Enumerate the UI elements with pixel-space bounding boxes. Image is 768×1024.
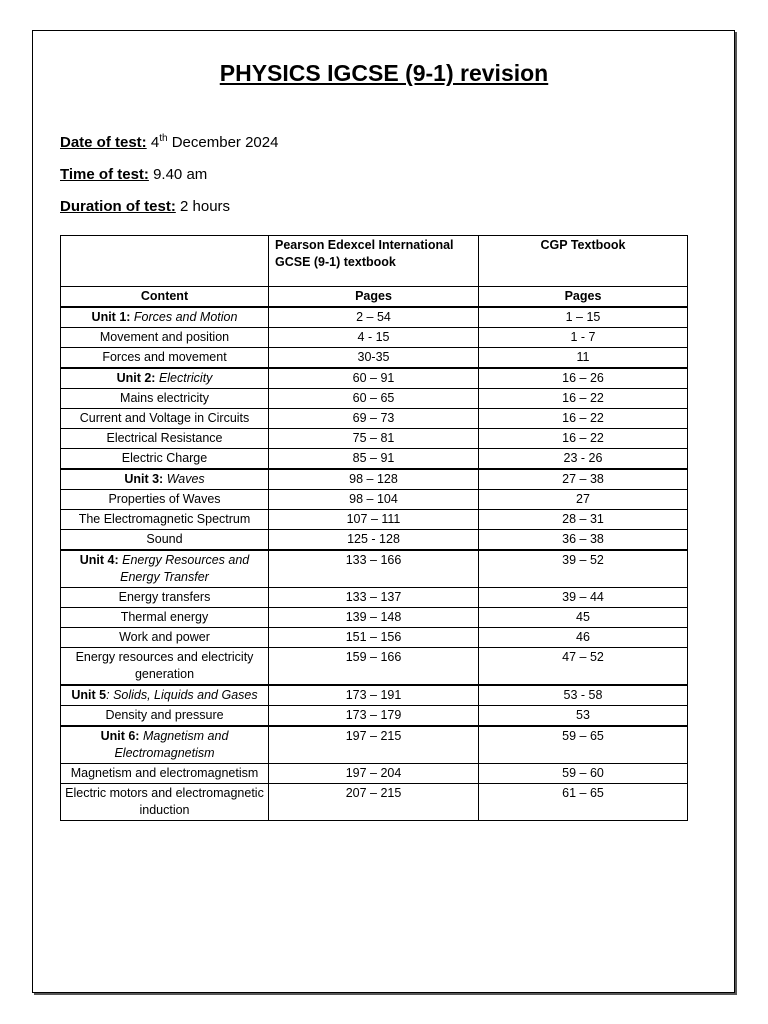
table-row bbox=[61, 648, 688, 686]
cgp-pages-cell: 23 - 26 bbox=[479, 449, 688, 470]
cgp-pages-cell: 53 bbox=[479, 706, 688, 727]
content-cell: Electric Charge bbox=[61, 449, 269, 470]
edexcel-pages-cell: 173 – 179 bbox=[269, 706, 479, 727]
subheader-edexcel-pages: Pages bbox=[269, 287, 479, 308]
date-line bbox=[60, 133, 278, 151]
cgp-pages-cell: 16 – 22 bbox=[479, 389, 688, 409]
cgp-pages-cell: 53 - 58 bbox=[479, 685, 688, 706]
content-cell: Electrical Resistance bbox=[61, 429, 269, 449]
edexcel-pages-cell: 197 – 204 bbox=[269, 764, 479, 784]
edexcel-pages-cell: 133 – 137 bbox=[269, 588, 479, 608]
unit-label: Unit 6: bbox=[100, 729, 140, 743]
edexcel-pages-cell: 151 – 156 bbox=[269, 628, 479, 648]
table-row bbox=[61, 328, 688, 348]
duration-line bbox=[60, 198, 230, 215]
date-rest: December 2024 bbox=[171, 134, 279, 151]
unit-label: Unit 3: bbox=[124, 472, 164, 486]
content-cell: The Electromagnetic Spectrum bbox=[61, 510, 269, 530]
content-cell: Density and pressure bbox=[61, 706, 269, 727]
unit-topic: Magnetism and Electromagnetism bbox=[114, 729, 229, 760]
table-row bbox=[61, 764, 688, 784]
unit-label: Unit 4: bbox=[79, 553, 119, 567]
edexcel-pages-cell: 107 – 111 bbox=[269, 510, 479, 530]
unit-row bbox=[61, 307, 688, 328]
cgp-pages-cell: 39 – 52 bbox=[479, 550, 688, 588]
unit-row bbox=[61, 368, 688, 389]
table-row bbox=[61, 588, 688, 608]
content-cell: Properties of Waves bbox=[61, 490, 269, 510]
table-row bbox=[61, 490, 688, 510]
unit-label: Unit 1: bbox=[91, 310, 131, 324]
unit-topic: Forces and Motion bbox=[133, 310, 238, 324]
duration-value: 2 hours bbox=[180, 198, 231, 215]
edexcel-pages-cell: 69 – 73 bbox=[269, 409, 479, 429]
cgp-pages-cell: 27 bbox=[479, 490, 688, 510]
cgp-pages-cell: 61 – 65 bbox=[479, 784, 688, 821]
content-cell bbox=[61, 368, 269, 389]
content-cell: Electric motors and electromagnetic induction bbox=[61, 784, 269, 821]
edexcel-pages-cell: 60 – 65 bbox=[269, 389, 479, 409]
table-row bbox=[61, 409, 688, 429]
table-subheader-row bbox=[61, 287, 688, 308]
edexcel-pages-cell: 98 – 128 bbox=[269, 469, 479, 490]
edexcel-pages-cell: 197 – 215 bbox=[269, 726, 479, 764]
unit-topic: Energy Resources and Energy Transfer bbox=[120, 553, 250, 584]
content-cell: Mains electricity bbox=[61, 389, 269, 409]
unit-row bbox=[61, 726, 688, 764]
edexcel-pages-cell: 159 – 166 bbox=[269, 648, 479, 686]
cgp-pages-cell: 47 – 52 bbox=[479, 648, 688, 686]
edexcel-pages-cell: 30-35 bbox=[269, 348, 479, 369]
subheader-cgp-pages: Pages bbox=[479, 287, 688, 308]
content-cell: Sound bbox=[61, 530, 269, 551]
content-cell bbox=[61, 307, 269, 328]
edexcel-pages-cell: 125 - 128 bbox=[269, 530, 479, 551]
cgp-pages-cell: 46 bbox=[479, 628, 688, 648]
unit-topic: Electricity bbox=[158, 371, 213, 385]
table-row bbox=[61, 348, 688, 369]
content-cell bbox=[61, 726, 269, 764]
duration-label: Duration of test: bbox=[60, 198, 176, 215]
cgp-pages-cell: 1 - 7 bbox=[479, 328, 688, 348]
edexcel-pages-cell: 133 – 166 bbox=[269, 550, 479, 588]
page-title bbox=[0, 60, 768, 87]
cgp-pages-cell: 59 – 65 bbox=[479, 726, 688, 764]
unit-topic: Waves bbox=[166, 472, 205, 486]
table-header-row bbox=[61, 236, 688, 287]
unit-row bbox=[61, 469, 688, 490]
unit-row bbox=[61, 550, 688, 588]
table-row bbox=[61, 429, 688, 449]
content-cell bbox=[61, 550, 269, 588]
unit-topic: : Solids, Liquids and Gases bbox=[106, 688, 258, 702]
time-label: Time of test: bbox=[60, 166, 149, 183]
cgp-pages-cell: 16 – 22 bbox=[479, 409, 688, 429]
header-cell-empty bbox=[61, 236, 269, 287]
content-cell: Work and power bbox=[61, 628, 269, 648]
content-cell: Energy transfers bbox=[61, 588, 269, 608]
edexcel-pages-cell: 207 – 215 bbox=[269, 784, 479, 821]
content-cell: Thermal energy bbox=[61, 608, 269, 628]
cgp-pages-cell: 36 – 38 bbox=[479, 530, 688, 551]
content-cell bbox=[61, 685, 269, 706]
edexcel-pages-cell: 98 – 104 bbox=[269, 490, 479, 510]
cgp-pages-cell: 1 – 15 bbox=[479, 307, 688, 328]
table-row bbox=[61, 389, 688, 409]
content-cell: Magnetism and electromagnetism bbox=[61, 764, 269, 784]
content-cell: Movement and position bbox=[61, 328, 269, 348]
table-row bbox=[61, 706, 688, 727]
edexcel-pages-cell: 85 – 91 bbox=[269, 449, 479, 470]
revision-table bbox=[60, 235, 688, 821]
cgp-pages-cell: 28 – 31 bbox=[479, 510, 688, 530]
cgp-pages-cell: 11 bbox=[479, 348, 688, 369]
cgp-pages-cell: 27 – 38 bbox=[479, 469, 688, 490]
unit-label: Unit 5 bbox=[71, 688, 107, 702]
content-cell: Forces and movement bbox=[61, 348, 269, 369]
table-row bbox=[61, 510, 688, 530]
table-row bbox=[61, 784, 688, 821]
cgp-pages-cell: 59 – 60 bbox=[479, 764, 688, 784]
cgp-pages-cell: 16 – 22 bbox=[479, 429, 688, 449]
date-day: 4 bbox=[150, 134, 160, 151]
unit-label: Unit 2: bbox=[116, 371, 156, 385]
time-line bbox=[60, 166, 207, 183]
edexcel-pages-cell: 173 – 191 bbox=[269, 685, 479, 706]
cgp-pages-cell: 16 – 26 bbox=[479, 368, 688, 389]
table-row bbox=[61, 608, 688, 628]
content-cell: Current and Voltage in Circuits bbox=[61, 409, 269, 429]
time-value: 9.40 am bbox=[153, 166, 208, 183]
header-edexcel: Pearson Edexcel International GCSE (9-1) textbook bbox=[269, 236, 479, 287]
cgp-pages-cell: 45 bbox=[479, 608, 688, 628]
table-row bbox=[61, 530, 688, 551]
edexcel-pages-cell: 75 – 81 bbox=[269, 429, 479, 449]
header-cgp: CGP Textbook bbox=[479, 236, 688, 287]
unit-row bbox=[61, 685, 688, 706]
edexcel-pages-cell: 60 – 91 bbox=[269, 368, 479, 389]
edexcel-pages-cell: 139 – 148 bbox=[269, 608, 479, 628]
cgp-pages-cell: 39 – 44 bbox=[479, 588, 688, 608]
edexcel-pages-cell: 4 - 15 bbox=[269, 328, 479, 348]
content-cell: Energy resources and electricity generation bbox=[61, 648, 269, 686]
table-row bbox=[61, 628, 688, 648]
title-text: PHYSICS IGCSE (9-1) revision bbox=[219, 60, 549, 86]
edexcel-pages-cell: 2 – 54 bbox=[269, 307, 479, 328]
subheader-content: Content bbox=[61, 287, 269, 308]
table-row bbox=[61, 449, 688, 470]
content-cell bbox=[61, 469, 269, 490]
date-label: Date of test: bbox=[60, 134, 147, 151]
date-suffix: th bbox=[159, 133, 168, 144]
